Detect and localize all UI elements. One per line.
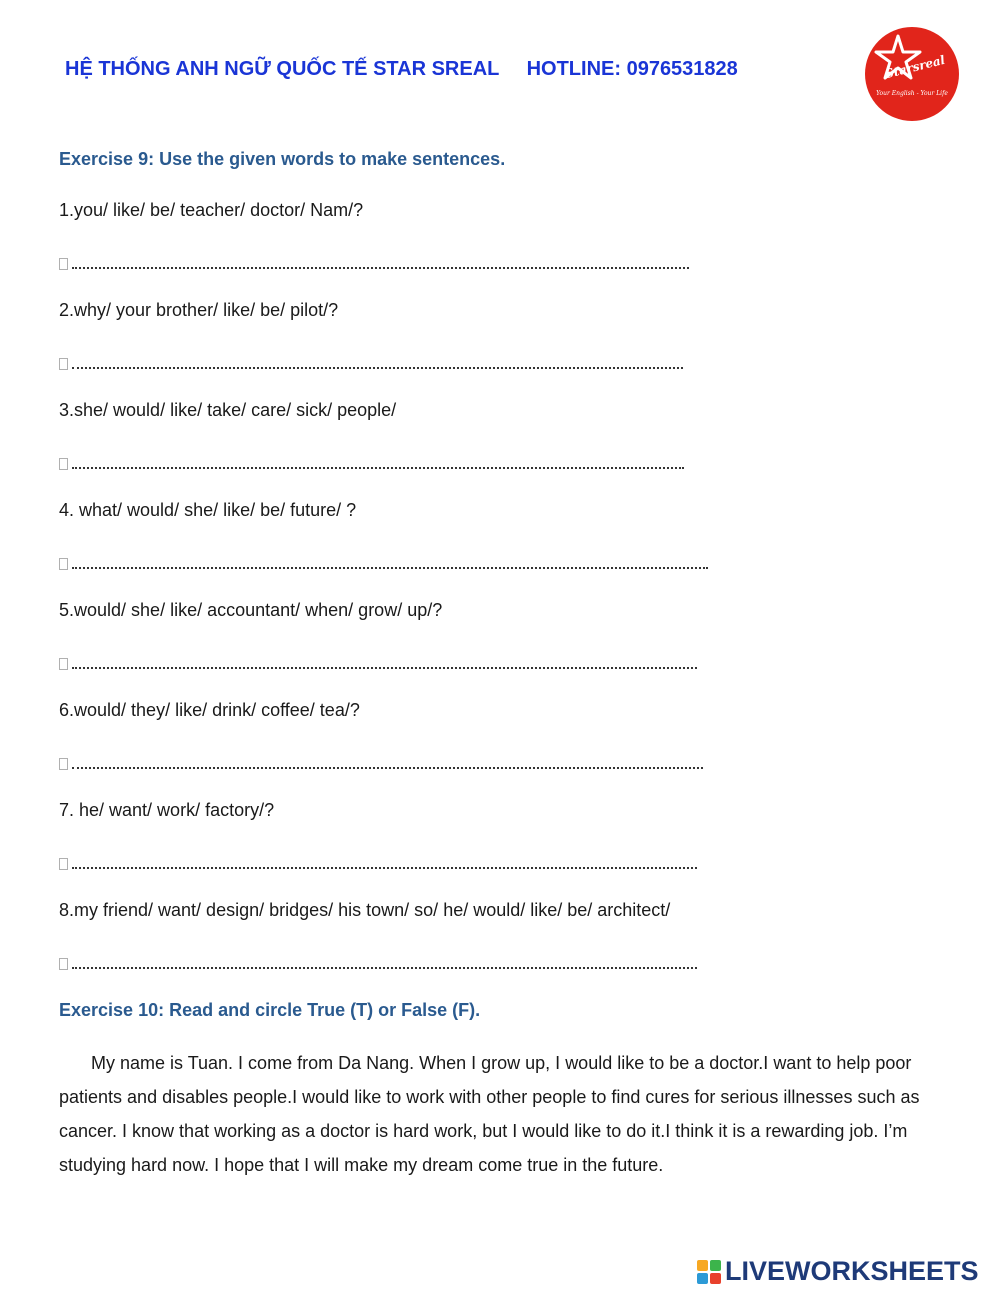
exercise-9-item-5: 5.would/ she/ like/ accountant/ when/ grow/ up/? (59, 600, 443, 620)
answer-field-1[interactable] (59, 252, 689, 272)
logo-tagline: Your English - Your Life (876, 90, 948, 97)
exercise-9-item-6: 6.would/ they/ like/ drink/ coffee/ tea/? (59, 700, 360, 720)
checkbox-icon (59, 958, 68, 970)
exercise-9-item-3: 3.she/ would/ like/ take/ care/ sick/ people/ (59, 400, 397, 420)
square-e (710, 1273, 721, 1284)
answer-field-2[interactable] (59, 352, 683, 372)
answer-field-7[interactable] (59, 852, 697, 872)
checkbox-icon (59, 858, 68, 870)
answer-field-8[interactable] (59, 952, 697, 972)
dotted-answer-line (72, 755, 703, 769)
exercise-9-item-8: 8.my friend/ want/ design/ bridges/ his town/ so/ he/ would/ like/ be/ architect/ (59, 900, 671, 920)
liveworksheets-logo (697, 1256, 979, 1287)
exercise-9-title: Exercise 9: Use the given words to make sentences. (59, 149, 506, 169)
dotted-answer-line (72, 855, 697, 869)
dotted-answer-line (72, 555, 708, 569)
dotted-answer-line (72, 255, 689, 269)
hotline-text: HOTLINE: 0976531828 (526, 58, 738, 80)
checkbox-icon (59, 258, 68, 270)
checkbox-icon (59, 558, 68, 570)
checkbox-icon (59, 458, 68, 470)
checkbox-icon (59, 758, 68, 770)
liveworksheets-squares-icon (697, 1260, 721, 1284)
square-v (697, 1273, 708, 1284)
checkbox-icon (59, 658, 68, 670)
header-banner (65, 58, 738, 81)
exercise-9-item-1: 1.you/ like/ be/ teacher/ doctor/ Nam/? (59, 200, 364, 220)
logo-name: Starsreal (883, 52, 947, 82)
exercise-9-item-4: 4. what/ would/ she/ like/ be/ future/ ? (59, 500, 357, 520)
square-i (710, 1260, 721, 1271)
answer-field-5[interactable] (59, 652, 697, 672)
dotted-answer-line (72, 355, 683, 369)
starsreal-logo (864, 26, 960, 122)
dotted-answer-line (72, 455, 684, 469)
reading-passage: My name is Tuan. I come from Da Nang. When I grow up, I would like to be a doctor.I want to help poor patients and disables people.I would like to work with other people to find cures for serious illnesses such as cancer. I know that working as a doctor is hard work, but I would like to do it.I think it is a rewarding job. I’m studying hard now. I hope that I will make my dream come true in the future. (59, 1053, 920, 1175)
exercise-10-title: Exercise 10: Read and circle True (T) or False (F). (59, 1000, 481, 1020)
exercise-9-item-2: 2.why/ your brother/ like/ be/ pilot/? (59, 300, 339, 320)
exercise-9-item-7: 7. he/ want/ work/ factory/? (59, 800, 275, 820)
answer-field-3[interactable] (59, 452, 684, 472)
dotted-answer-line (72, 655, 697, 669)
answer-field-4[interactable] (59, 552, 708, 572)
dotted-answer-line (72, 955, 697, 969)
square-l (697, 1260, 708, 1271)
checkbox-icon (59, 358, 68, 370)
answer-field-6[interactable] (59, 752, 703, 772)
liveworksheets-wordmark: LIVEWORKSHEETS (725, 1256, 979, 1286)
school-name: HỆ THỐNG ANH NGỮ QUỐC TẾ STAR SREAL (65, 58, 500, 80)
